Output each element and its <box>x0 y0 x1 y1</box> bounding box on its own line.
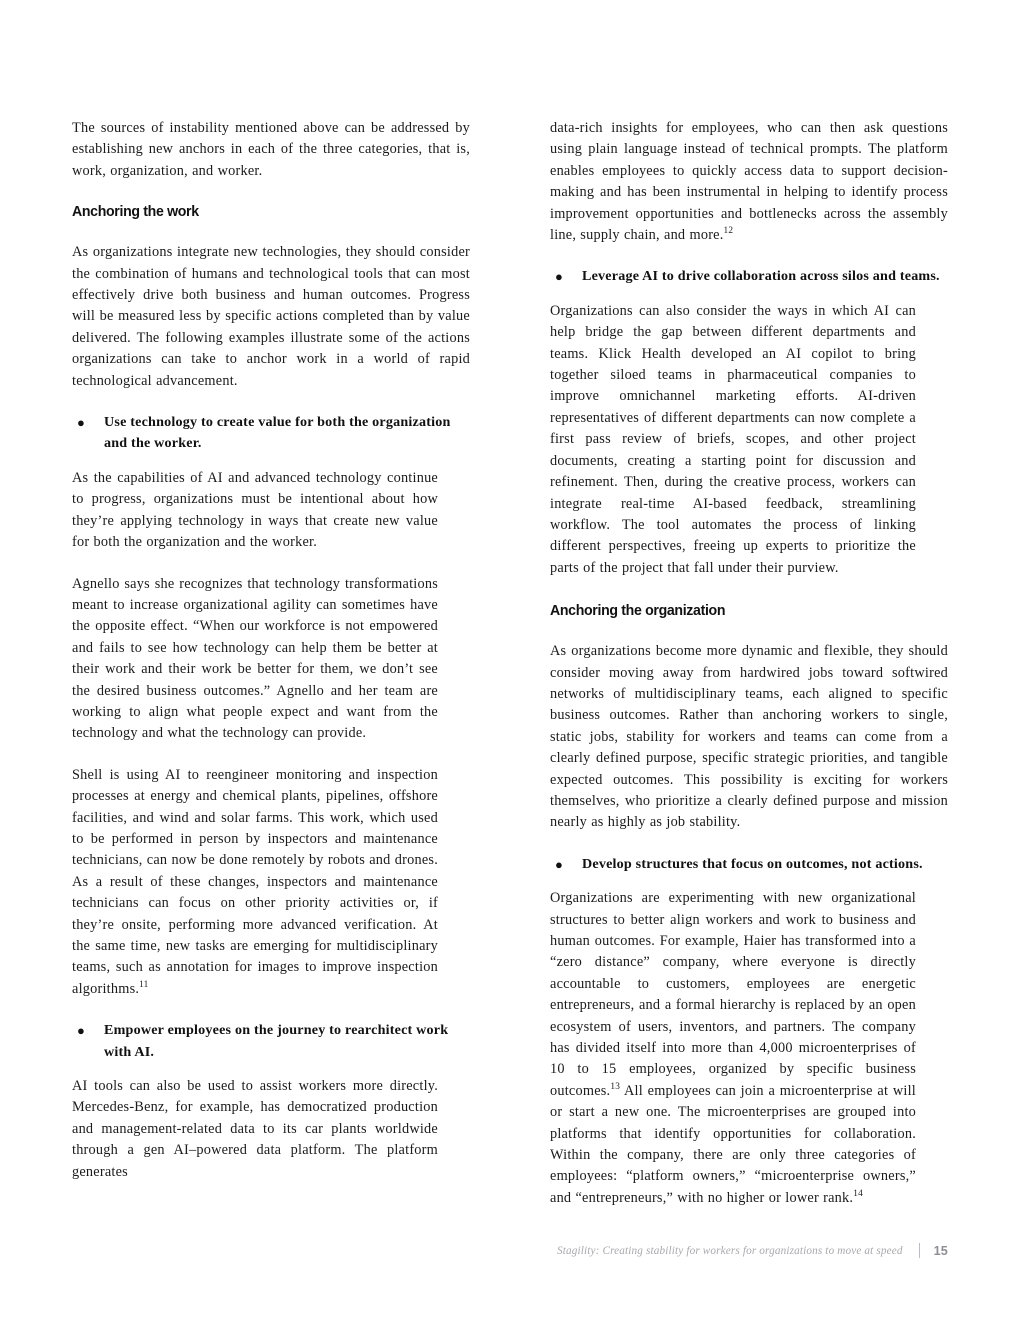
bullet-lead-use-technology: Use technology to create value for both the organization and the worker. <box>104 414 451 452</box>
footnote-marker-12[interactable]: 12 <box>723 226 734 237</box>
paragraph-data-rich-insights-text: data-rich insights for employees, who can then ask questions using plain language instead of technical prompts. The platform enables employees to quickly access data to support decision-making and has been instrumental in helping to identify process improvement opportunities and bottlenecks across the assembly line, supply chain, and more. <box>550 120 948 244</box>
bullet-item-develop-structures <box>550 854 948 875</box>
bullet-item-use-technology <box>72 412 470 455</box>
footnote-marker-11[interactable]: 11 <box>139 980 149 991</box>
footer-report-title: Stagility: Creating stability for workers for organizations to move at speed <box>557 1244 903 1257</box>
bullet-item-empower-employees <box>72 1020 470 1063</box>
paragraph-ai-capabilities: As the capabilities of AI and advanced technology continue to progress, organizations must be intentional about how they’re applying technology in ways that create new value for both the organization and the worker. <box>72 469 438 551</box>
bullet-item-leverage-ai <box>550 266 948 287</box>
two-column-body <box>72 118 948 1209</box>
paragraph-mercedes-benz: AI tools can also be used to assist workers more directly. Mercedes-Benz, for example, has democratized production and management-related data to its car plants worldwide through a gen AI–powered data platform. The platform generates <box>72 1078 438 1180</box>
paragraph-agnello-quote: Agnello says she recognizes that technology transformations meant to increase organizational agility can sometimes have the opposite effect. “When our workforce is not empowered and fails to see how technology can help them be better at their work and their work be better for them, we don’t see the desired business outcomes.” Agnello and her team are working to align what people expect and want from the technology and what the technology can provide. <box>72 575 438 742</box>
paragraph-haier <box>550 888 916 1209</box>
paragraph-klick-health: Organizations can also consider the ways in which AI can help bridge the gap between different departments and teams. Klick Health developed an AI copilot to bring together siloed teams in pharmaceutical companies to improve omnichannel marketing efforts. AI-driven representatives of different departments can now complete a first pass review of briefs, scopes, and other project documents, creating a starting point for discussion and refinement. Then, during the creative process, workers can integrate real-time AI-based feedback, streamlining workflow. The tool automates the process of linking different perspectives, freeing up experts to prioritize the parts of the project that fall under their purview. <box>550 302 916 576</box>
section-heading-anchoring-the-work: Anchoring the work <box>72 203 199 221</box>
bullet-lead-empower-employees: Empower employees on the journey to rearchitect work with AI. <box>104 1022 449 1060</box>
paragraph-data-rich-insights <box>550 118 948 246</box>
bullet-dot-icon: ● <box>555 856 563 872</box>
right-column <box>550 118 948 1209</box>
intro-paragraph: The sources of instability mentioned above can be addressed by establishing new anchors in each of the three categories, that is, work, organization, and worker. <box>72 120 470 179</box>
bullet-lead-develop-structures: Develop structures that focus on outcomes, not actions. <box>582 855 923 872</box>
paragraph-haier-part-2: All employees can join a microenterprise at will or start a new one. The microenterprises are grouped into platforms that identify opportunities for collaboration. Within the company, there are only three categories of employees: “platform owners,” “microenterprise owners,” and “entrepreneurs,” with no higher or lower rank. <box>550 1082 916 1206</box>
paragraph-shell-ai-text: Shell is using AI to reengineer monitoring and inspection processes at energy and chemical plants, pipelines, offshore facilities, and wind and solar farms. This work, which used to be performed in person by inspectors and maintenance technicians, can now be done remotely by robots and drones. As a result of these changes, inspectors and maintenance technicians can focus on other priority activities or, if they’re onsite, performing more advanced verification. At the same time, new tasks are emerging for multidisciplinary teams, such as annotation for images to improve inspection algorithms. <box>72 766 438 997</box>
bullet-dot-icon: ● <box>555 269 563 285</box>
section-heading-anchoring-the-organization: Anchoring the organization <box>550 602 726 620</box>
left-column <box>72 118 470 1209</box>
paragraph-haier-part-1: Organizations are experimenting with new organizational structures to better align workers and work to business and human outcomes. For example, Haier has transformed into a “zero distance” company, where everyone is directly accountable to customers, employees are energetic entrepreneurs, and a formal hierarchy is replaced by an open ecosystem of users, inventors, and partners. The company has divided itself into more than 4,000 microenterprises of 10 to 15 employees, organized by specific business outcomes. <box>550 890 916 1099</box>
footer-divider <box>919 1243 920 1258</box>
footer-page-number: 15 <box>933 1243 948 1258</box>
paragraph-shell-ai <box>72 765 438 1000</box>
paragraph-anchoring-work-intro: As organizations integrate new technologies, they should consider the combination of humans and technological tools that can most effectively drive both business and human outcomes. Progress will be measured less by specific actions completed than by value delivered. The following examples illustrate some of the actions organizations can take to anchor work in a world of rapid technological advancement. <box>72 244 470 389</box>
bullet-dot-icon: ● <box>77 415 85 431</box>
footnote-marker-13[interactable]: 13 <box>610 1082 621 1093</box>
bullet-dot-icon: ● <box>77 1023 85 1039</box>
page-footer <box>72 1243 948 1258</box>
paragraph-softwired-networks: As organizations become more dynamic and flexible, they should consider moving away from hardwired jobs toward softwired networks of multidisciplinary teams, each aligned to specific business outcomes. Rather than anchoring workers to single, static jobs, stability for workers and teams can come from a clearly defined purpose, specific strategic priorities, and tangible expected outcomes. This possibility is exciting for workers themselves, who prioritize a clearly defined purpose and mission nearly as highly as job stability. <box>550 643 948 831</box>
footnote-marker-14[interactable]: 14 <box>853 1189 863 1200</box>
bullet-lead-leverage-ai: Leverage AI to drive collaboration across silos and teams. <box>582 268 940 285</box>
